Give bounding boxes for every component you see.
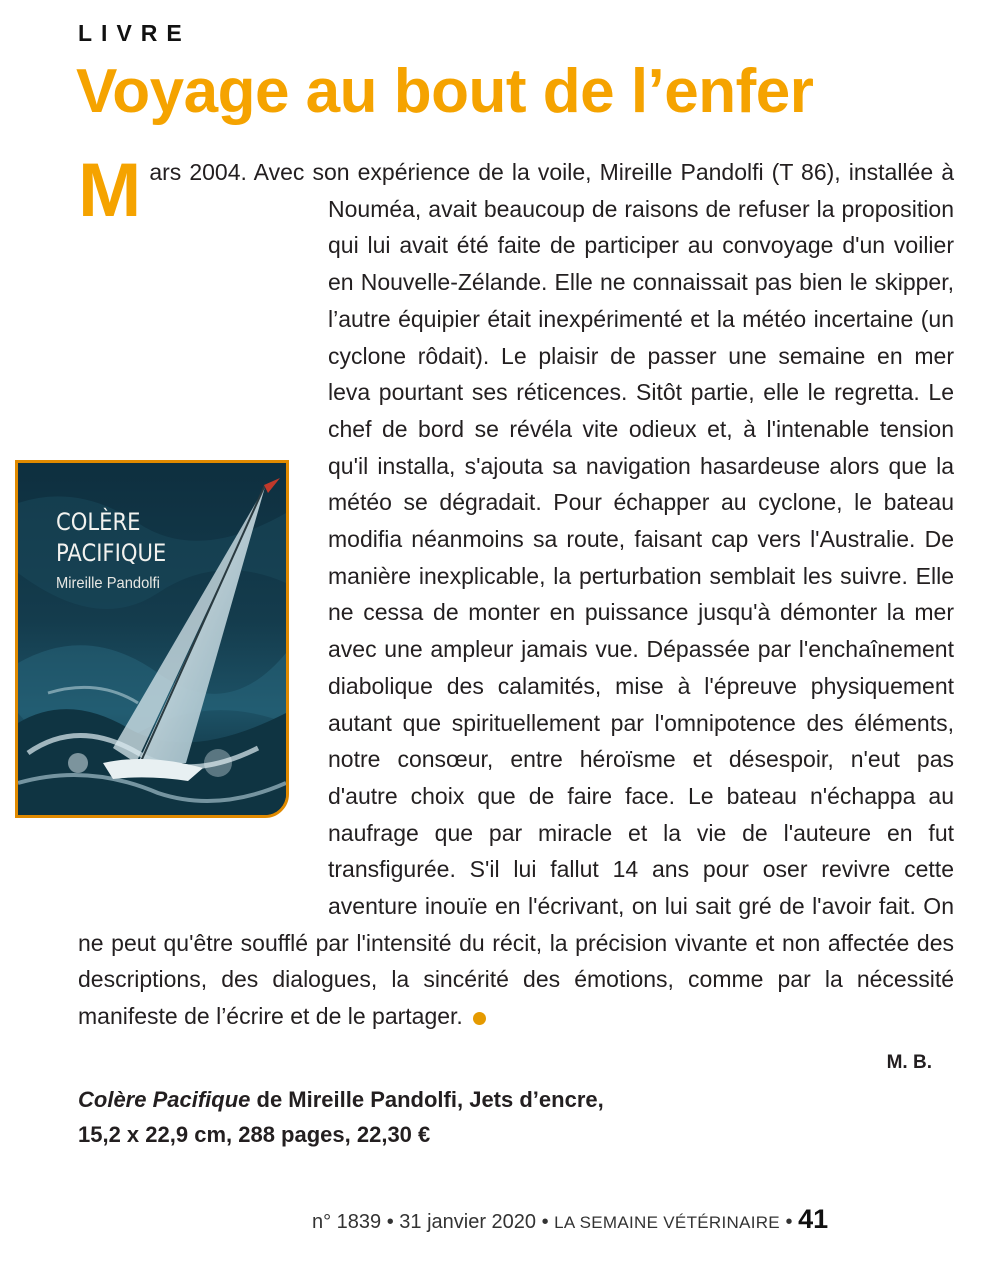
article-text: ars 2004. Avec son expérience de la voile, Mireille Pandolfi (T 86), installée à Nouméa, avait beaucoup de raisons de refuser la proposition qui lui avait été faite de participer au convoyage d'un voilier en Nouvelle-Zélande. Elle ne connaissait pas bien le skipper, l’autre équipier était inexpérimenté et la météo incertaine (un cyclone rôdait). Le plaisir de passer une semaine en mer leva pourtant ses réticences. Sitôt partie, elle le regretta. Le chef de bord se révéla vite odieux et, à l'intenable tension qu'il installa, s'ajouta sa navigation hasardeuse alors que la météo se dégradait. Pour échapper au cyclone, le bateau modifia néanmoins sa route, faisant cap vers l'Australie. De manière inexplicable, la perturbation semblait les suivre. Elle ne cessa de monter en puissance jusqu'à démonter la mer avec une ampleur jamais vue. Dépassée par l'enchaînement diabolique des calamités, mise à l'épreuve physiquement autant que spirituellement par l'omnipotence des éléments, notre consœur, entre héroïsme et désespoir, n'eut pas d'autre choix que de faire face. Le bateau n'échappa au naufrage que par miracle et la vie de l'auteure en fut transfigurée. S'il lui fallut 14 ans pour oser revivre cette aventure inouïe en l'écrivant, on lui sait gré de l'avoir fait. On ne peut qu'être soufflé par l'intensité du récit, la précision vivante et non affectée des descriptions, des dialogues, la sincérité des émotions, comme par la nécessité manifeste de l’écrire et de le partager.	[78, 159, 954, 1030]
article-title: Voyage au bout de l’enfer	[76, 57, 814, 126]
section-label: LIVRE	[78, 20, 191, 46]
issue-info: n° 1839 • 31 janvier 2020 •	[312, 1211, 555, 1233]
book-cover	[15, 460, 289, 818]
page-footer	[312, 1204, 828, 1235]
book-details	[78, 1082, 604, 1152]
drop-cap: M	[78, 148, 142, 233]
magazine-name: LA SEMAINE VÉTÉRINAIRE	[554, 1213, 780, 1232]
author-signature: M. B.	[886, 1052, 932, 1073]
book-publisher: de Mireille Pandolfi, Jets d’encre,	[250, 1087, 604, 1112]
footer-separator: •	[779, 1211, 799, 1233]
end-mark-icon	[473, 1012, 486, 1025]
book-title: Colère Pacifique	[78, 1087, 251, 1112]
page-number: 41	[798, 1204, 829, 1234]
book-specs: 15,2 x 22,9 cm, 288 pages, 22,30 €	[78, 1122, 431, 1147]
cover-author: Mireille Pandolfi	[56, 575, 160, 592]
cover-title: COLÈRE PACIFIQUE	[56, 508, 167, 567]
